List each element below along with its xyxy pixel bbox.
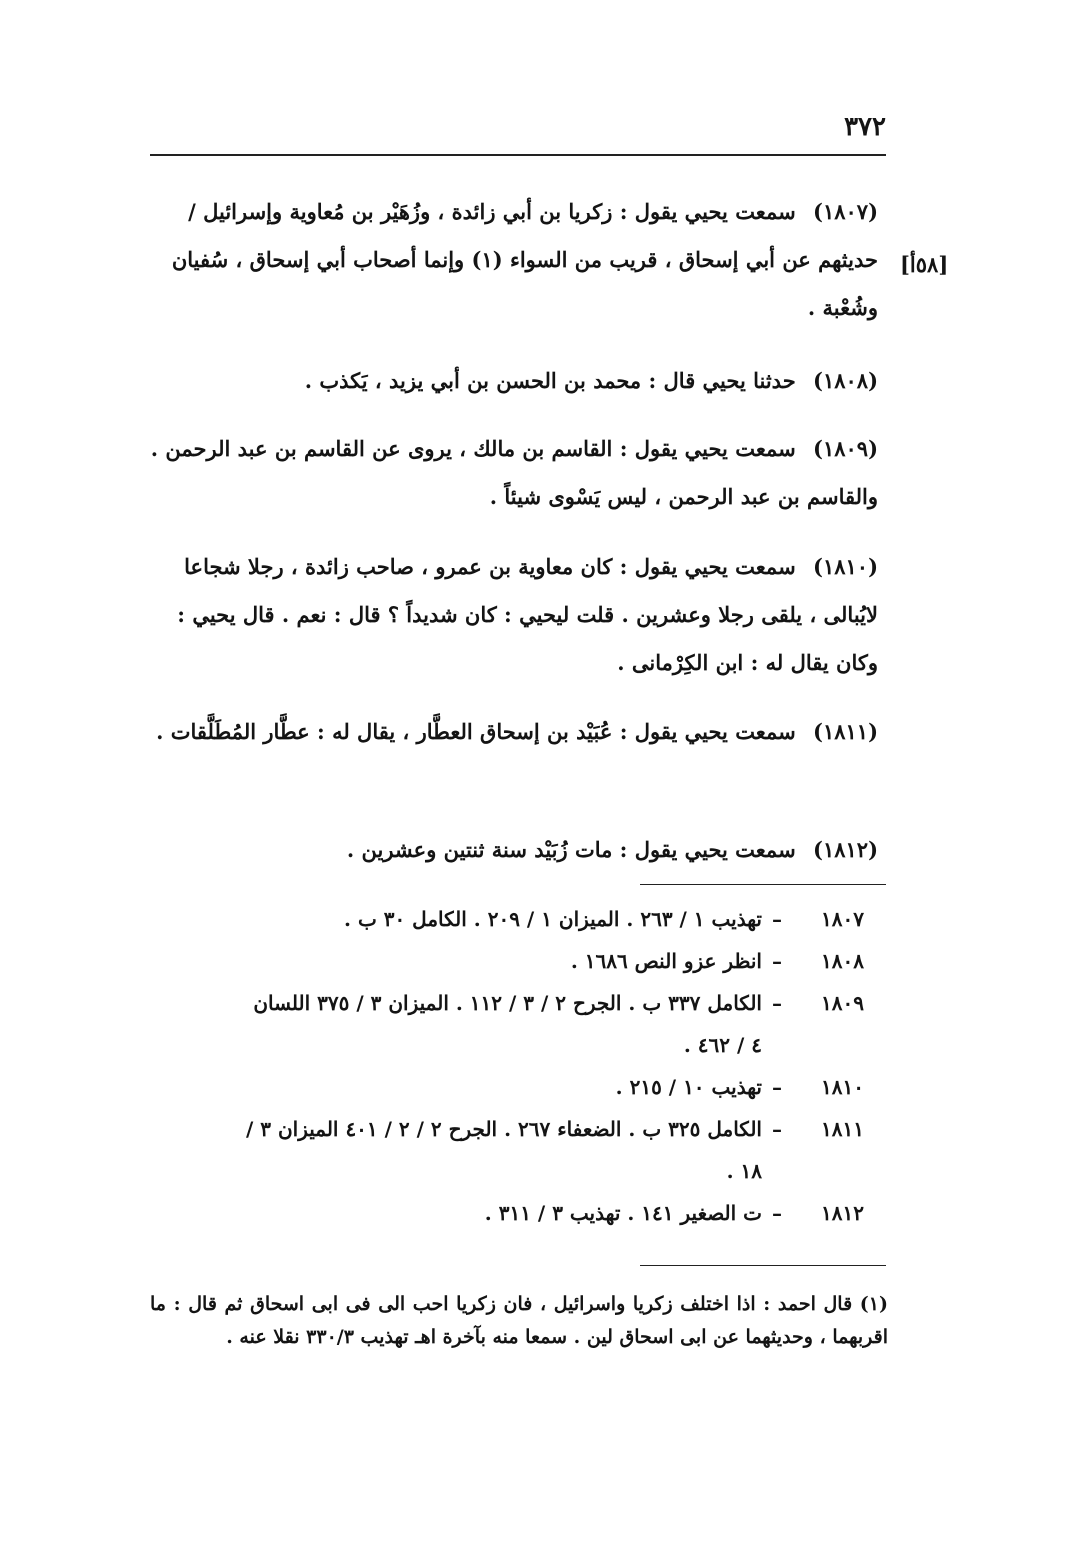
entry-1807 xyxy=(150,188,878,332)
reference-dash: – xyxy=(772,1201,782,1225)
entry-number: (١٨٠٩) xyxy=(813,436,878,461)
references-rule xyxy=(640,884,886,885)
entry-text: سمعت يحيي يقول : مات زُبَيْد سنة ثنتين وعشرين . xyxy=(346,837,796,862)
reference-text: الكامل ٣٢٥ ب . الضعفاء ٢٦٧ . الجرح ٢ / ٢ / ٤٠١ الميزان ٣ / xyxy=(245,1117,762,1141)
reference-text: تهذيب ١ / ٢٦٣ . الميزان ١ / ٢٠٩ . الكامل ٣٠ ب . xyxy=(344,907,762,931)
reference-row xyxy=(150,1192,864,1234)
entry-text: سمعت يحيي يقول : زكريا بن أبي زائدة ، وزُهَيْر بن مُعاوية وإسرائيل / حديثهم عن أبي إسحاق ، قريب من السواء (١) وإنما أصحاب أبي إسحاق ، سُفيان وشُعْبة . xyxy=(171,199,878,320)
entry-1808 xyxy=(150,357,878,405)
reference-dash: – xyxy=(772,907,782,931)
reference-dash: – xyxy=(772,1117,782,1141)
entry-1811 xyxy=(150,708,878,756)
entry-number: (١٨٠٨) xyxy=(813,368,878,393)
entry-1810 xyxy=(150,543,878,687)
reference-number: ١٨٠٧ xyxy=(821,907,864,931)
footnote-rule xyxy=(640,1265,886,1266)
reference-number: ١٨٠٩ xyxy=(821,991,864,1015)
reference-text: ت الصغير ١٤١ . تهذيب ٣ / ٣١١ . xyxy=(484,1201,762,1225)
references-list xyxy=(150,898,864,1234)
entry-text: سمعت يحيي يقول : عُبَيْد بن إسحاق العطَّار ، يقال له : عطَّار المُطَلَّقات . xyxy=(156,719,796,744)
reference-text: انظر عزو النص ١٦٨٦ . xyxy=(570,949,762,973)
reference-dash: – xyxy=(772,991,782,1015)
entry-number: (١٨٠٧) xyxy=(813,199,878,224)
reference-continuation: ٤ / ٤٦٢ . xyxy=(683,1033,762,1057)
entry-text: سمعت يحيي يقول : القاسم بن مالك ، يروى عن القاسم بن عبد الرحمن . والقاسم بن عبد الرحمن ، ليس يَسْوى شيئاً . xyxy=(150,436,878,509)
header-rule xyxy=(150,154,886,156)
reference-number: ١٨١١ xyxy=(821,1117,864,1141)
reference-number: ١٨٠٨ xyxy=(821,949,864,973)
entry-number: (١٨١١) xyxy=(813,719,878,744)
reference-continuation: ١٨ . xyxy=(726,1159,762,1183)
reference-text: تهذيب ١٠ / ٢١٥ . xyxy=(615,1075,762,1099)
entry-1812 xyxy=(150,826,878,874)
entry-1809 xyxy=(150,425,878,521)
reference-number: ١٨١٠ xyxy=(821,1075,864,1099)
entry-text: حدثنا يحيي قال : محمد بن الحسن بن أبي يزيد ، يَكذب . xyxy=(304,368,796,393)
reference-row xyxy=(150,1066,864,1108)
reference-row xyxy=(150,1108,864,1150)
reference-row xyxy=(150,940,864,982)
entry-text: سمعت يحيي يقول : كان معاوية بن عمرو ، صاحب زائدة ، رجلا شجاعا لايُبالى ، يلقى رجلا وعشرين . قلت ليحيي : كان شديداً ؟ قال : نعم . قال يحيي : وكان يقال له : ابن الكِرْمانى . xyxy=(177,554,878,675)
entry-number: (١٨١٠) xyxy=(813,554,878,579)
reference-row xyxy=(150,898,864,940)
reference-dash: – xyxy=(772,949,782,973)
footnote: (١) قال احمد : اذا اختلف زكريا واسرائيل ، فان زكريا احب الى فى ابى اسحاق ثم قال : ما اقربهما ، وحديثهما عن ابى اسحاق لين . سمعا منه بآخرة اهـ تهذيب ٣٣٠/٣ نقلا عنه . xyxy=(150,1293,888,1348)
reference-row xyxy=(150,982,864,1024)
reference-text: الكامل ٣٣٧ ب . الجرح ٢ / ٣ / ١١٢ . الميزان ٣ / ٣٧٥ اللسان xyxy=(253,991,762,1015)
page-number: ٣٧٢ xyxy=(844,112,886,142)
entry-number: (١٨١٢) xyxy=(813,837,878,862)
manuscript-folio-marker: [٥٨أ] xyxy=(900,252,949,277)
reference-number: ١٨١٢ xyxy=(821,1201,864,1225)
reference-dash: – xyxy=(772,1075,782,1099)
